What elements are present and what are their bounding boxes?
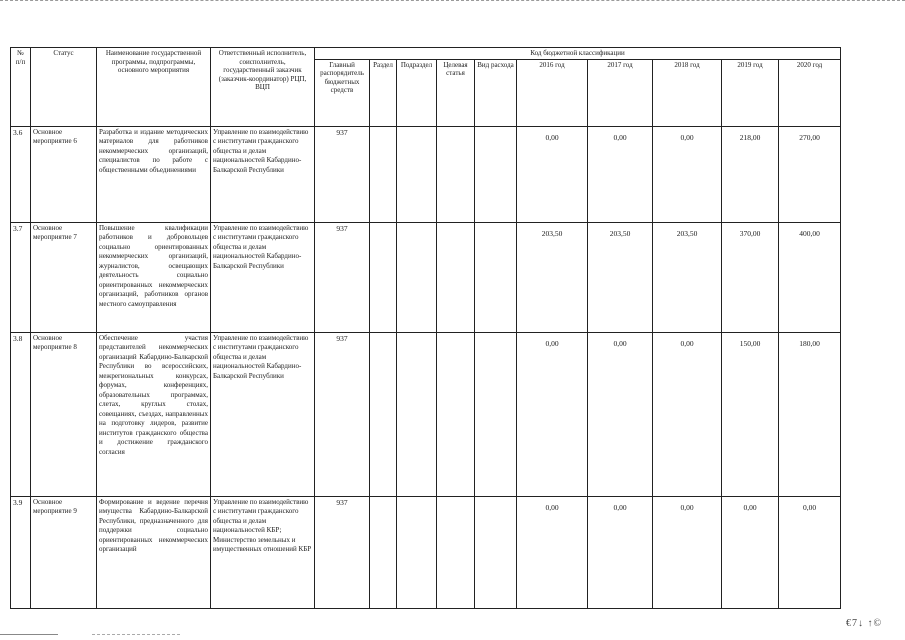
- row-value-2020: 180,00: [779, 332, 841, 496]
- row-value-2019: 370,00: [722, 222, 779, 332]
- row-status: Основное мероприятие 8: [31, 332, 97, 496]
- row-responsible: Управление по взаимодействию с институтами гражданского общества и делам национальностей КБР; Министерство земельных и имущественных отношений КБР: [211, 496, 315, 608]
- row-value-2020: 400,00: [779, 222, 841, 332]
- row-number: 3.6: [11, 126, 31, 222]
- header-num: № п/п: [11, 48, 31, 127]
- row-expense-type: [475, 222, 517, 332]
- row-subsection: [397, 332, 437, 496]
- row-responsible: Управление по взаимодействию с институтами гражданского общества и делам национальностей Кабардино-Балкарской Республики: [211, 332, 315, 496]
- header-target-article: Целевая статья: [437, 59, 475, 126]
- row-expense-type: [475, 496, 517, 608]
- table-row: [11, 496, 841, 608]
- row-subsection: [397, 126, 437, 222]
- row-responsible: Управление по взаимодействию с институтами гражданского общества и делам национальностей Кабардино-Балкарской Республики: [211, 126, 315, 222]
- row-value-2019: 218,00: [722, 126, 779, 222]
- header-year-2016: 2016 год: [517, 59, 588, 126]
- row-target-article: [437, 126, 475, 222]
- row-value-2018: 0,00: [653, 126, 722, 222]
- row-grbs: 937: [315, 222, 370, 332]
- row-number: 3.8: [11, 332, 31, 496]
- row-expense-type: [475, 126, 517, 222]
- row-name: Разработка и издание методических материалов для работников некоммерческих организаций, специалистов по работе с общественными объединениями: [97, 126, 211, 222]
- row-subsection: [397, 496, 437, 608]
- row-value-2019: 0,00: [722, 496, 779, 608]
- row-value-2016: 0,00: [517, 332, 588, 496]
- row-value-2017: 0,00: [588, 126, 653, 222]
- row-section: [370, 332, 397, 496]
- row-name: Формирование и ведение перечня имущества Кабардино-Балкарской Республики, предназначенного для поддержки социально ориентированных некоммерческих организаций: [97, 496, 211, 608]
- header-year-2020: 2020 год: [779, 59, 841, 126]
- header-section: Раздел: [370, 59, 397, 126]
- header-status: Статус: [31, 48, 97, 127]
- table-row: [11, 332, 841, 496]
- row-number: 3.9: [11, 496, 31, 608]
- row-value-2019: 150,00: [722, 332, 779, 496]
- page-corner-mark: €7↓ ↑©: [846, 618, 883, 629]
- row-section: [370, 222, 397, 332]
- row-section: [370, 126, 397, 222]
- row-status: Основное мероприятие 9: [31, 496, 97, 608]
- row-status: Основное мероприятие 7: [31, 222, 97, 332]
- row-responsible: Управление по взаимодействию с институтами гражданского общества и делам национальностей Кабардино-Балкарской Республики: [211, 222, 315, 332]
- scan-bottom-dashed-line: [92, 634, 180, 635]
- header-row-1: [11, 48, 841, 60]
- row-target-article: [437, 332, 475, 496]
- row-value-2017: 0,00: [588, 332, 653, 496]
- header-expense-type: Вид расхода: [475, 59, 517, 126]
- row-status: Основное мероприятие 6: [31, 126, 97, 222]
- header-year-2019: 2019 год: [722, 59, 779, 126]
- scan-bottom-line: [0, 634, 58, 635]
- row-value-2016: 203,50: [517, 222, 588, 332]
- scan-top-line: [0, 0, 905, 3]
- header-name: Наименование государственной программы, подпрограммы, основного мероприятия: [97, 48, 211, 127]
- row-grbs: 937: [315, 126, 370, 222]
- row-value-2020: 270,00: [779, 126, 841, 222]
- row-value-2016: 0,00: [517, 496, 588, 608]
- row-value-2016: 0,00: [517, 126, 588, 222]
- row-value-2018: 0,00: [653, 332, 722, 496]
- header-year-2018: 2018 год: [653, 59, 722, 126]
- table-row: [11, 126, 841, 222]
- row-value-2017: 203,50: [588, 222, 653, 332]
- header-responsible: Ответственный исполнитель, соисполнитель, государственный заказчик (заказчик-координатор) РЦП, ВЦП: [211, 48, 315, 127]
- row-grbs: 937: [315, 332, 370, 496]
- header-subsection: Подраздел: [397, 59, 437, 126]
- row-expense-type: [475, 332, 517, 496]
- row-section: [370, 496, 397, 608]
- row-subsection: [397, 222, 437, 332]
- header-budget-code: Код бюджетной классификации: [315, 48, 841, 60]
- table-row: [11, 222, 841, 332]
- header-year-2017: 2017 год: [588, 59, 653, 126]
- budget-table: [10, 47, 841, 609]
- row-name: Повышение квалификации работников и добровольцев социально ориентированных некоммерческих организаций, журналистов, освещающих деятельность социально ориентированных некоммерческих организаций, работников органов местного самоуправления: [97, 222, 211, 332]
- header-grbs: Главный распорядитель бюджетных средств: [315, 59, 370, 126]
- row-grbs: 937: [315, 496, 370, 608]
- row-value-2018: 203,50: [653, 222, 722, 332]
- row-value-2017: 0,00: [588, 496, 653, 608]
- row-number: 3.7: [11, 222, 31, 332]
- row-target-article: [437, 496, 475, 608]
- row-value-2020: 0,00: [779, 496, 841, 608]
- row-name: Обеспечение участия представителей некоммерческих организаций Кабардино-Балкарской Республики во всероссийских, межрегиональных конкурсах, форумах, конференциях, образовательных программах, слетах, круглых столах, совещаниях, съездах, направленных на подготовку лидеров, развитие институтов гражданского общества и достижение гражданского согласия: [97, 332, 211, 496]
- row-target-article: [437, 222, 475, 332]
- row-value-2018: 0,00: [653, 496, 722, 608]
